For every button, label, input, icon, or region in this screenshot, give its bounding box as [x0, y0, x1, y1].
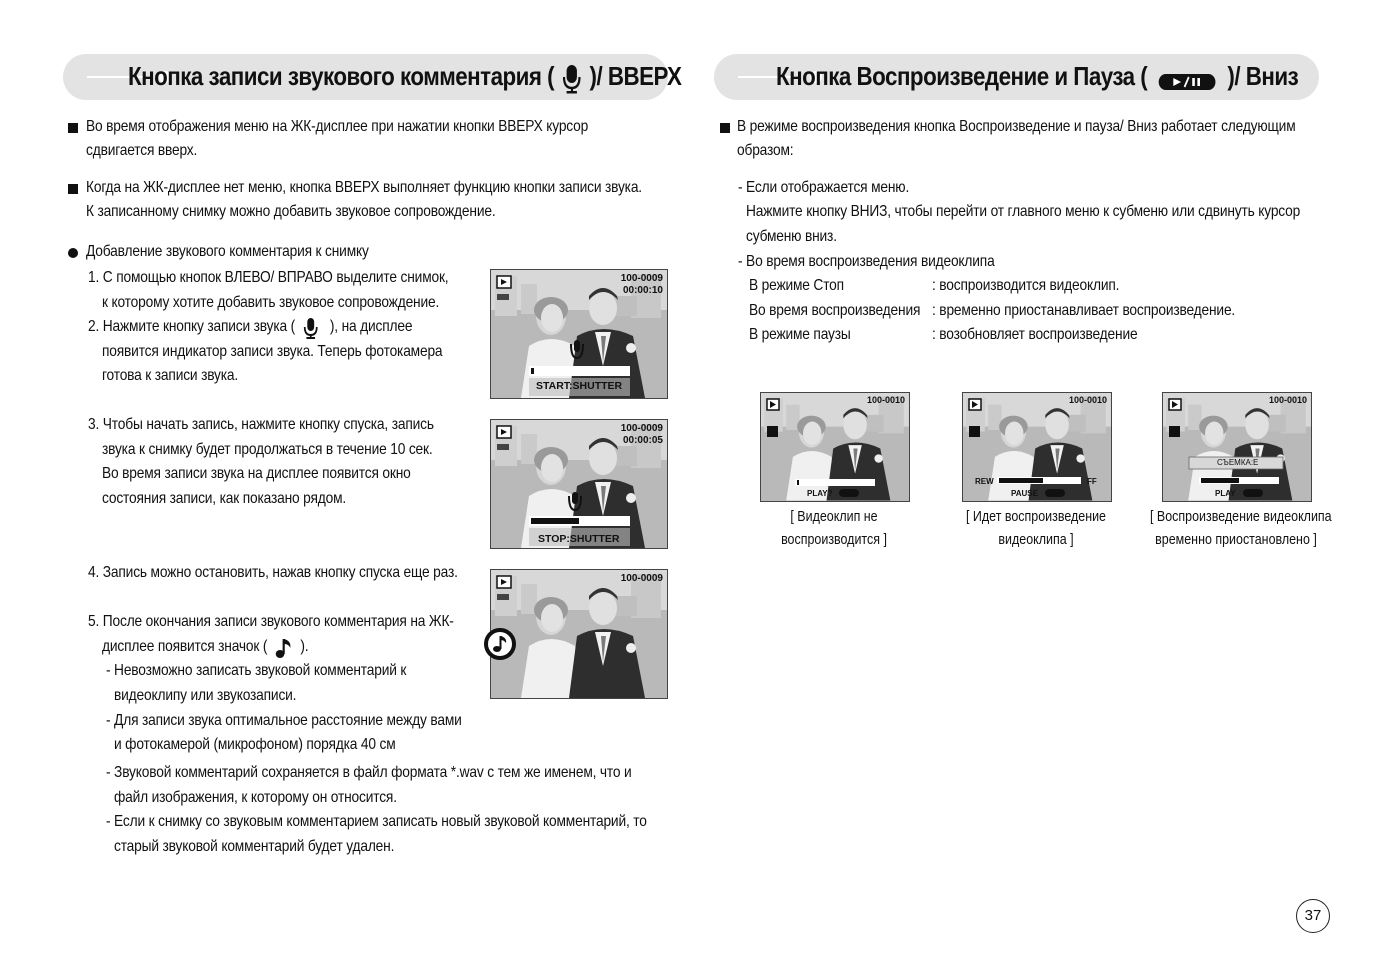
- step-3-line-1: 3. Чтобы начать запись, нажмите кнопку спуска, запись: [88, 416, 434, 433]
- file-number: 100-0010: [1068, 395, 1107, 405]
- step-2-text-b: ), на дисплее: [329, 318, 413, 335]
- file-number: 100-0009: [620, 573, 663, 584]
- mode-paused: В режиме паузы: [749, 326, 851, 343]
- voice-memo-indicator-icon: [483, 627, 515, 659]
- left-title-suffix: )/ ВВЕРХ: [589, 61, 682, 91]
- step-5-line-2: [102, 635, 308, 660]
- step-5-text-b: ).: [300, 638, 309, 655]
- record-timer: 00:00:05: [622, 435, 663, 446]
- lcd-screen-video-paused: [1162, 392, 1312, 502]
- section-heading: Добавление звукового комментария к снимку: [86, 243, 369, 260]
- bullet-square: [68, 184, 78, 194]
- caption-line: [ Воспроизведение видеоклипа: [1150, 509, 1332, 525]
- file-number: 100-0009: [620, 273, 663, 284]
- right-intro-line-2: образом:: [737, 142, 794, 159]
- menu-case: - Если отображается меню.: [738, 179, 910, 196]
- record-timer: 00:00:10: [622, 285, 663, 296]
- step-2-line-1: [88, 315, 412, 340]
- lcd-image: [1163, 393, 1311, 501]
- note-4-line-2: старый звуковой комментарий будет удален.: [114, 838, 395, 855]
- right-page-title: [776, 61, 1298, 92]
- microphone-icon: [302, 317, 323, 337]
- step-2-text-a: 2. Нажмите кнопку записи звука (: [88, 318, 296, 335]
- step-4: 4. Запись можно остановить, нажав кнопку спуска еще раз.: [88, 564, 458, 581]
- mode-paused-action: : возобновляет воспроизведение: [932, 326, 1138, 343]
- left-title-text: Кнопка записи звукового комментария (: [128, 61, 555, 91]
- page-number: 37: [1296, 899, 1330, 933]
- caption-line: [ Идет воспроизведение: [966, 509, 1106, 525]
- step-1-line-2: к которому хотите добавить звуковое сопровождение.: [102, 294, 440, 311]
- caption-line: временно приостановлено ]: [1155, 532, 1317, 548]
- step-3-line-3: Во время записи звука на дисплее появится окно: [102, 465, 411, 482]
- step-2-line-3: готова к записи звука.: [102, 367, 239, 384]
- step-5-text-a: дисплее появится значок (: [102, 638, 268, 655]
- play-pause-icon: [1158, 68, 1216, 88]
- microphone-icon: [561, 64, 582, 92]
- lcd-screen-video-stopped: [760, 392, 910, 502]
- mode-stop: В режиме Стоп: [749, 277, 844, 294]
- file-number: 100-0010: [866, 395, 905, 405]
- menu-desc-line-2: субменю вниз.: [746, 228, 837, 245]
- lcd-screen-recording: [490, 419, 668, 549]
- caption-line: воспроизводится ]: [781, 532, 887, 548]
- step-1-line-1: 1. С помощью кнопок ВЛЕВО/ ВПРАВО выделите снимок,: [88, 269, 449, 286]
- left-bullet-1-line-1: Во время отображения меню на ЖК-дисплее при нажатии кнопки ВВЕРХ курсор: [86, 118, 589, 135]
- mode-playing: Во время воспроизведения: [749, 302, 921, 319]
- caption-video-paused: [1150, 506, 1332, 552]
- note-4-line-1: - Если к снимку со звуковым комментарием записать новый звуковой комментарий, то: [106, 813, 647, 830]
- bullet-circle: [68, 248, 78, 258]
- caption-line: [ Видеоклип не: [790, 509, 878, 525]
- right-title-text: Кнопка Воспроизведение и Пауза (: [776, 61, 1148, 91]
- step-3-line-2: звука к снимку будет продолжаться в течение 10 сек.: [102, 441, 433, 458]
- shutter-hint: STOP:SHUTTER: [538, 533, 620, 545]
- caption-video-playing: [950, 506, 1122, 552]
- rewind-label[interactable]: REW: [975, 477, 994, 486]
- menu-desc-line-1: Нажмите кнопку ВНИЗ, чтобы перейти от главного меню к субменю или сдвинуть курсор: [746, 203, 1301, 220]
- note-1-line-2: видеоклипу или звукозаписи.: [114, 687, 297, 704]
- caption-video-stopped: [748, 506, 920, 552]
- note-2-line-2: и фотокамерой (микрофоном) порядка 40 см: [114, 736, 396, 753]
- right-intro-line-1: В режиме воспроизведения кнопка Воспроизведение и пауза/ Вниз работает следующим: [737, 118, 1296, 135]
- lcd-image: [491, 570, 667, 698]
- file-number: 100-0010: [1268, 395, 1307, 405]
- note-2-line-1: - Для записи звука оптимальное расстояние между вами: [106, 712, 462, 729]
- step-2-line-2: появится индикатор записи звука. Теперь фотокамера: [102, 343, 443, 360]
- right-title-bar: [714, 54, 1319, 100]
- note-3-line-2: файл изображения, к которому он относится.: [114, 789, 397, 806]
- music-note-icon: [274, 637, 293, 657]
- mode-stop-action: : воспроизводится видеоклип.: [932, 277, 1120, 294]
- left-title-bar: [63, 54, 682, 100]
- lcd-screen-video-playing: [962, 392, 1112, 502]
- bullet-square: [68, 123, 78, 133]
- note-1-line-1: - Невозможно записать звуковой комментарий к: [106, 662, 407, 679]
- note-3-line-1: - Звуковой комментарий сохраняется в файл формата *.wav с тем же именем, что и: [106, 764, 632, 781]
- bullet-square: [720, 123, 730, 133]
- left-bullet-2-line-2: К записанному снимку можно добавить звуковое сопровождение.: [86, 203, 496, 220]
- capture-label: СЪЕМКА:Е: [1217, 458, 1259, 467]
- left-bullet-1-line-2: сдвигается вверх.: [86, 142, 198, 159]
- mode-playing-action: : временно приостанавливает воспроизведение.: [932, 302, 1236, 319]
- play-prompt: PLAY: [1215, 489, 1236, 498]
- file-number: 100-0009: [620, 423, 663, 434]
- left-page-title: [128, 61, 681, 92]
- video-case: - Во время воспроизведения видеоклипа: [738, 253, 995, 270]
- left-bullet-2-line-1: Когда на ЖК-дисплее нет меню, кнопка ВВЕРХ выполняет функцию кнопки записи звука.: [86, 179, 642, 196]
- play-prompt: PLAY?: [807, 489, 833, 498]
- lcd-screen-record-ready: [490, 269, 668, 399]
- fast-forward-label[interactable]: FF: [1087, 477, 1097, 486]
- pause-prompt: PAUSE: [1011, 489, 1038, 498]
- step-5-line-1: 5. После окончания записи звукового комментария на ЖК-: [88, 613, 454, 630]
- shutter-hint: START:SHUTTER: [536, 380, 623, 392]
- caption-line: видеоклипа ]: [998, 532, 1074, 548]
- right-title-suffix: )/ Вниз: [1227, 61, 1299, 91]
- step-3-line-4: состояния записи, как показано рядом.: [102, 490, 347, 507]
- lcd-image: [761, 393, 909, 501]
